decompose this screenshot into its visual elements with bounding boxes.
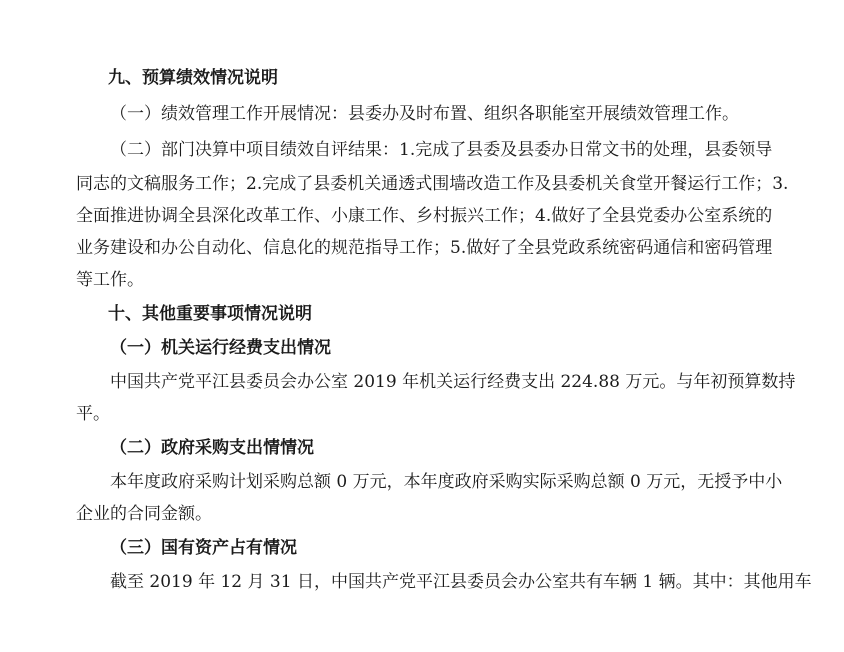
subsection-1-heading: （一）机关运行经费支出情况: [110, 338, 331, 358]
subsection-3-heading: （三）国有资产占有情况: [110, 538, 297, 558]
subsection-2-heading: （二）政府采购支出情情况: [110, 438, 314, 458]
section-9-paragraph-2-line-3: 全面推进协调全县深化改革工作、小康工作、乡村振兴工作；4.做好了全县党委办公室系统的: [76, 206, 773, 226]
section-9-paragraph-2-line-5: 等工作。: [76, 270, 144, 290]
subsection-3-line-1: 截至 2019 年 12 月 31 日，中国共产党平江县委员会办公室共有车辆 1 辆。其中：其他用车: [110, 572, 812, 592]
subsection-2-line-1: 本年度政府采购计划采购总额 0 万元，本年度政府采购实际采购总额 0 万元，无授予中小: [110, 472, 783, 492]
section-10-heading: 十、其他重要事项情况说明: [108, 304, 312, 324]
subsection-1-line-2: 平。: [76, 404, 110, 424]
subsection-2-line-2: 企业的合同金额。: [76, 504, 212, 524]
section-9-paragraph-1: （一）绩效管理工作开展情况：县委办及时布置、组织各职能室开展绩效管理工作。: [110, 104, 739, 124]
subsection-1-line-1: 中国共产党平江县委员会办公室 2019 年机关运行经费支出 224.88 万元。与年初预算数持: [110, 372, 796, 392]
section-9-paragraph-2-line-1: （二）部门决算中项目绩效自评结果：1.完成了县委及县委办日常文书的处理，县委领导: [110, 140, 773, 160]
section-9-heading: 九、预算绩效情况说明: [108, 68, 278, 88]
section-9-paragraph-2-line-4: 业务建设和办公自动化、信息化的规范指导工作；5.做好了全县党政系统密码通信和密码管理: [76, 238, 773, 258]
section-9-paragraph-2-line-2: 同志的文稿服务工作；2.完成了县委机关通透式围墙改造工作及县委机关食堂开餐运行工作；3.: [76, 174, 789, 194]
